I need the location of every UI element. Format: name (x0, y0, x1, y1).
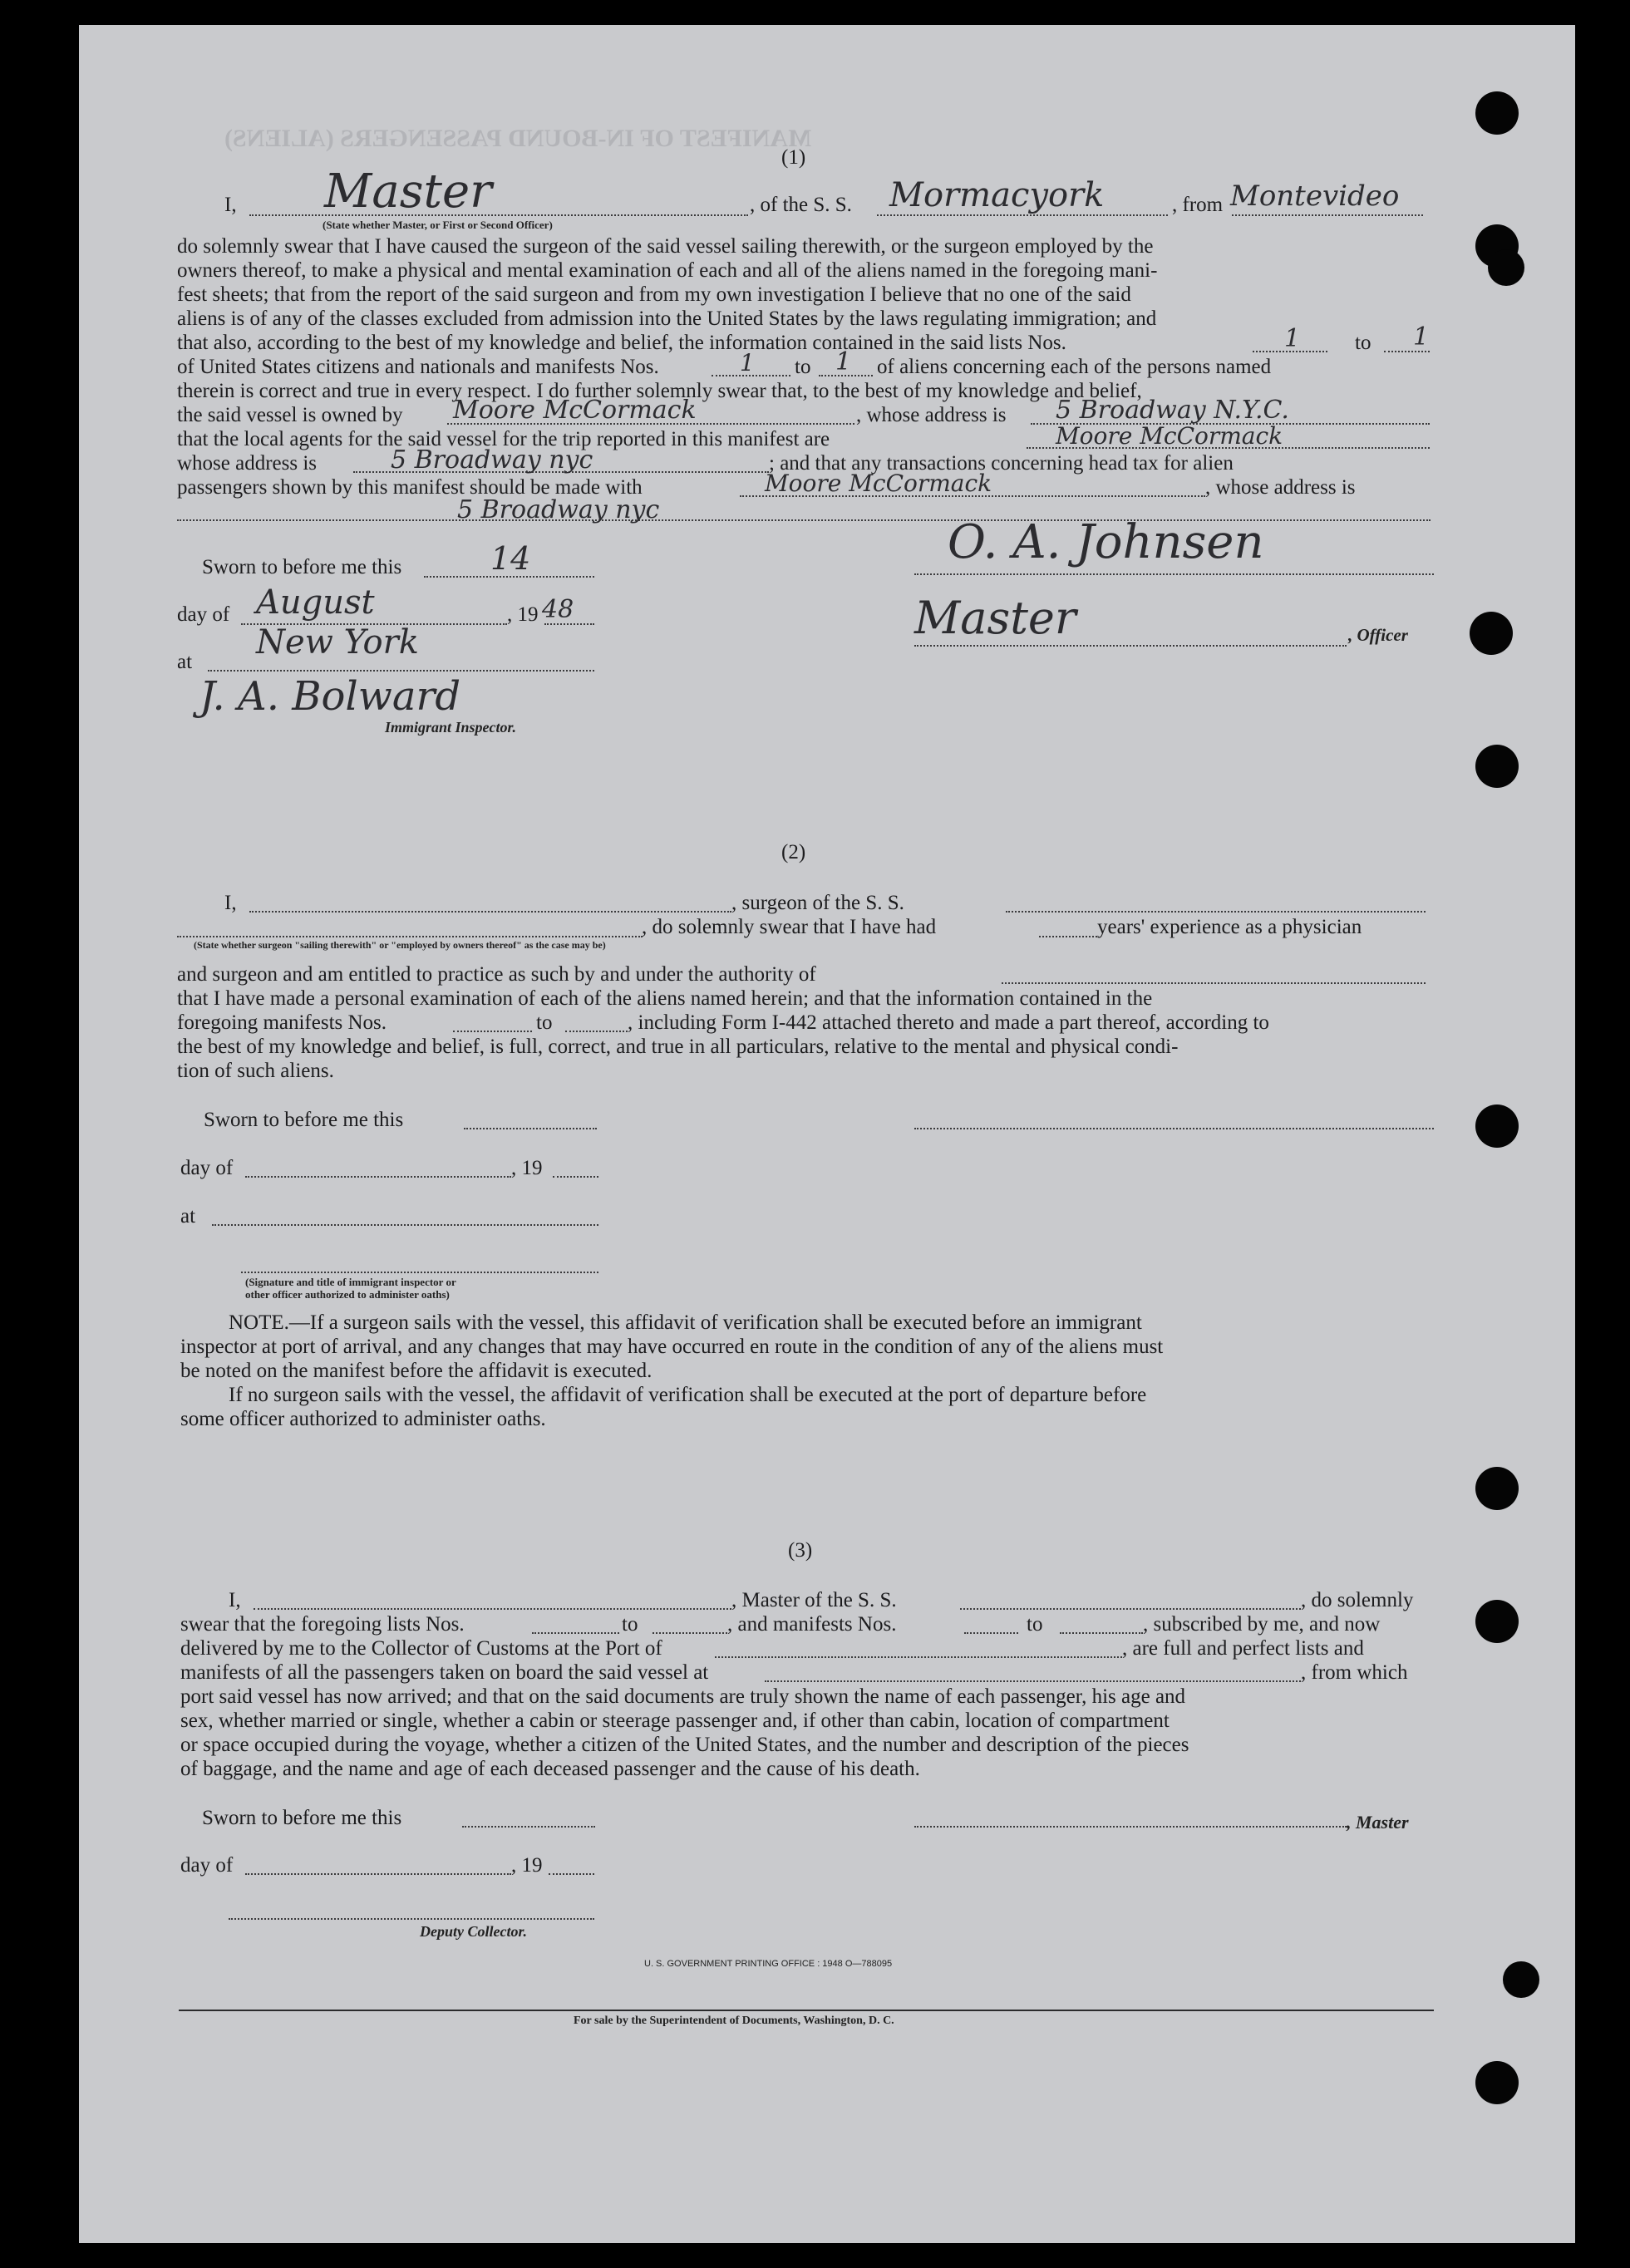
s1-signature-field (914, 573, 1434, 575)
s3-to-2: to (1027, 1613, 1043, 1636)
s3-manifests-to-field (1060, 1632, 1143, 1634)
s2-authority-line: and surgeon and am entitled to practice as such by and under the authority of (177, 963, 816, 986)
s1-year-label: , 19 (507, 603, 539, 626)
s3-swear-lists: swear that the foregoing lists Nos. (180, 1613, 465, 1636)
punch-hole (1475, 91, 1519, 135)
s3-lists-from-field (532, 1632, 619, 1634)
s2-examination-line: that I have made a personal examination of each of the aliens named herein; and that the information contained in the (177, 987, 1153, 1010)
s2-form-c: , including Form I-442 attached thereto and made a part thereof, according to (628, 1011, 1269, 1034)
s1-hand-list-to: 1 (1413, 322, 1430, 352)
s1-hand-signature: O. A. Johnsen (948, 515, 1264, 569)
s3-vessel-field (960, 1608, 1301, 1610)
section-2-number: (2) (781, 841, 806, 863)
punch-hole (1475, 745, 1519, 788)
s2-status-field (177, 936, 643, 937)
s1-owned-address-label: , whose address is (856, 404, 1007, 426)
for-sale-notice: For sale by the Superintendent of Documents, Washington, D. C. (574, 2015, 894, 2027)
s2-name-field (249, 911, 731, 913)
s1-vessel-field (877, 214, 1168, 216)
s1-rank-caption: (State whether Master, or First or Second Officer) (323, 219, 553, 231)
punch-hole (1475, 1104, 1519, 1148)
s2-at-label: at (180, 1205, 196, 1227)
s1-officer-caption: , Officer (1348, 625, 1408, 645)
s2-vessel-field (1006, 911, 1426, 913)
s3-deputy-field (229, 1918, 594, 1920)
s1-day-of-label: day of (177, 603, 230, 626)
s1-owned-text: the said vessel is owned by (177, 404, 403, 426)
s3-sworn-label: Sworn to before me this (202, 1807, 402, 1829)
s2-day-of-label: day of (180, 1157, 234, 1179)
s2-best-line: the best of my knowledge and belief, is full, correct, and true in all particulars, relative to the mental and physical condi- (177, 1036, 1179, 1058)
s1-hand-manifest-from: 1 (740, 349, 755, 376)
note-label: NOTE. (229, 1311, 289, 1334)
s1-headtax-text: passengers shown by this manifest should be made with (177, 476, 643, 499)
punch-hole (1488, 249, 1524, 286)
punch-hole (1475, 2061, 1519, 2104)
s1-from-field (1232, 214, 1423, 216)
s2-form-to-field (565, 1031, 628, 1032)
s1-hand-agents-address: 5 Broadway nyc (391, 445, 593, 475)
s1-hand-headtax: Moore McCormack (765, 470, 992, 497)
s1-lists-text: that also, according to the best of my knowledge and belief, the information contained in the said lists Nos. (177, 332, 1066, 354)
s1-agents-address-label: whose address is (177, 452, 318, 475)
s3-line-3: or space occupied during the voyage, whether a citizen of the United States, and the number and description of the pieces (180, 1734, 1189, 1756)
s1-hand-vessel: Mormacyork (889, 176, 1105, 214)
s2-month-field (245, 1176, 511, 1178)
s1-hand-manifest-to: 1 (835, 347, 852, 376)
s3-master-caption: , Master (1347, 1812, 1409, 1833)
s3-manifests-from-field (964, 1632, 1018, 1634)
s3-day-of-label: day of (180, 1854, 234, 1877)
s1-of-ss: , of the S. S. (750, 194, 852, 216)
s2-note-line-3: be noted on the manifest before the affidavit is executed. (180, 1360, 652, 1382)
s1-headtax-address-label: , whose address is (1205, 476, 1356, 499)
s2-authority-field (1002, 982, 1426, 984)
s2-sig-caption-2: other officer authorized to administer oaths) (245, 1288, 450, 1301)
s1-hand-officer-rank: Master (914, 592, 1076, 644)
s1-hand-sworn-day: 14 (490, 540, 531, 577)
s1-hand-year: 48 (542, 595, 574, 624)
s1-line-4: aliens is of any of the classes excluded from admission into the United States by the laws regulating immigration; and (177, 307, 1157, 330)
s1-hand-from: Montevideo (1230, 180, 1400, 213)
s3-from-which: , from which (1301, 1661, 1408, 1684)
s1-i: I, (224, 194, 237, 216)
s3-to-1: to (622, 1613, 638, 1636)
s2-years-field (1039, 936, 1097, 937)
s1-hand-list-from: 1 (1284, 324, 1301, 353)
s1-lists-to: to (1355, 332, 1371, 354)
section-1-number: (1) (781, 146, 806, 169)
bleed-through-title: MANIFEST OF IN-BOUND PASSENGERS (ALIENS) (224, 125, 812, 152)
s1-hand-rank: Master (324, 165, 492, 219)
s1-hand-owner: Moore McCormack (453, 396, 697, 425)
s1-officer-field (914, 645, 1347, 647)
s3-sworn-field (462, 1826, 595, 1828)
note-line-1: —If a surgeon sails with the vessel, this affidavit of verification shall be executed before an immigrant (288, 1311, 1142, 1334)
gpo-imprint: U. S. GOVERNMENT PRINTING OFFICE : 1948 O—788095 (644, 1959, 893, 1969)
s1-hand-month: August (256, 583, 375, 622)
punch-hole (1470, 612, 1513, 655)
s3-manifests-of: manifests of all the passengers taken on board the said vessel at (180, 1661, 709, 1684)
s2-sig-caption-1: (Signature and title of immigrant inspector or (245, 1276, 456, 1288)
s1-from: , from (1172, 194, 1224, 216)
s3-deputy-caption: Deputy Collector. (420, 1923, 527, 1940)
punch-hole (1475, 1467, 1519, 1510)
s3-and-manifests: , and manifests Nos. (727, 1613, 897, 1636)
punch-hole (1503, 1961, 1539, 1998)
s2-status-caption: (State whether surgeon "sailing therewith" or "employed by owners thereof" as the case may be) (194, 939, 606, 951)
s3-subscribed: , subscribed by me, and now (1143, 1613, 1381, 1636)
s2-form-a: foregoing manifests Nos. (177, 1011, 387, 1034)
s3-i: I, (229, 1589, 241, 1611)
s2-swear-b: years' experience as a physician (1097, 916, 1362, 938)
s2-i: I, (224, 892, 237, 914)
s2-note2-line-1: If no surgeon sails with the vessel, the affidavit of verification shall be executed at the port of departure before (229, 1384, 1147, 1406)
s3-year-field (549, 1873, 594, 1875)
s3-do-solemnly: , do solemnly (1301, 1589, 1414, 1611)
s2-note2-line-2: some officer authorized to administer oaths. (180, 1408, 546, 1430)
s3-year-label: , 19 (511, 1854, 543, 1877)
s2-note-line-2: inspector at port of arrival, and any changes that may have occurred en route in the condition of any of the aliens must (180, 1336, 1164, 1358)
s3-taken-field (765, 1680, 1301, 1682)
punch-hole (1475, 1600, 1519, 1643)
s1-line-1: do solemnly swear that I have caused the surgeon of the said vessel sailing therewith, or the surgeon employed by the (177, 235, 1154, 258)
s1-at-field (208, 670, 594, 672)
s3-master-of: , Master of the S. S. (731, 1589, 897, 1611)
s2-form-from-field (453, 1031, 532, 1032)
s1-line-2: owners thereof, to make a physical and mental examination of each and all of the aliens named in the foregoing mani- (177, 259, 1158, 282)
s1-line-3: fest sheets; that from the report of the said surgeon and from my own investigation I believe that no one of the said (177, 283, 1131, 306)
s1-manifests-text: of United States citizens and nationals and manifests Nos. (177, 356, 659, 378)
s1-hand-owner-address: 5 Broadway N.Y.C. (1056, 396, 1289, 425)
s2-signature-field (914, 1128, 1434, 1129)
s2-sworn-field (464, 1128, 597, 1129)
s2-inspector-field (241, 1272, 598, 1273)
s2-form-b: to (536, 1011, 553, 1034)
s1-manifests-tail: of aliens concerning each of the persons named (877, 356, 1272, 378)
s1-correct-line: therein is correct and true in every respect. I do further solemnly swear that, to the best of my knowledge and belief, (177, 380, 1142, 402)
s3-master-signature-field (914, 1826, 1347, 1828)
s3-line-2: sex, whether married or single, whether a cabin or steerage passenger and, if other than cabin, location of compartment (180, 1710, 1170, 1732)
s1-hand-agents: Moore McCormack (1056, 422, 1283, 450)
footer-rule (179, 2010, 1434, 2011)
s2-tion-line: tion of such aliens. (177, 1060, 334, 1082)
section-3-number: (3) (788, 1539, 813, 1562)
s1-inspector-caption: Immigrant Inspector. (385, 719, 517, 736)
s1-hand-at: New York (256, 623, 419, 662)
s2-year-field (553, 1176, 598, 1178)
s3-name-field (254, 1608, 731, 1610)
s2-note-label (229, 1311, 1142, 1336)
s2-surgeon-of: , surgeon of the S. S. (731, 892, 904, 914)
s1-at-label: at (177, 651, 193, 673)
s1-sworn-label: Sworn to before me this (202, 556, 402, 578)
s3-line-1: port said vessel has now arrived; and that on the said documents are truly shown the name of each passenger, his age and (180, 1685, 1186, 1708)
s1-agents-text: that the local agents for the said vessel for the trip reported in this manifest are (177, 428, 830, 450)
s3-month-field (245, 1873, 511, 1875)
s3-full-perfect: , are full and perfect lists and (1122, 1637, 1364, 1660)
s1-manifests-to: to (795, 356, 811, 378)
s3-port-field (715, 1656, 1122, 1658)
s3-lists-to-field (652, 1632, 727, 1634)
s2-at-field (212, 1224, 598, 1226)
s3-line-4: of baggage, and the name and age of each deceased passenger and the cause of his death. (180, 1758, 920, 1780)
s3-delivered: delivered by me to the Collector of Customs at the Port of (180, 1637, 662, 1660)
s1-hand-headtax-address: 5 Broadway nyc (457, 495, 660, 524)
s1-hand-inspector: J. A. Bolward (199, 673, 461, 720)
s2-year-label: , 19 (511, 1157, 543, 1179)
s2-swear-a: , do solemnly swear that I have had (642, 916, 937, 938)
s1-headtax-intro: ; and that any transactions concerning head tax for alien (769, 452, 1234, 475)
s2-sworn-label: Sworn to before me this (204, 1109, 404, 1131)
